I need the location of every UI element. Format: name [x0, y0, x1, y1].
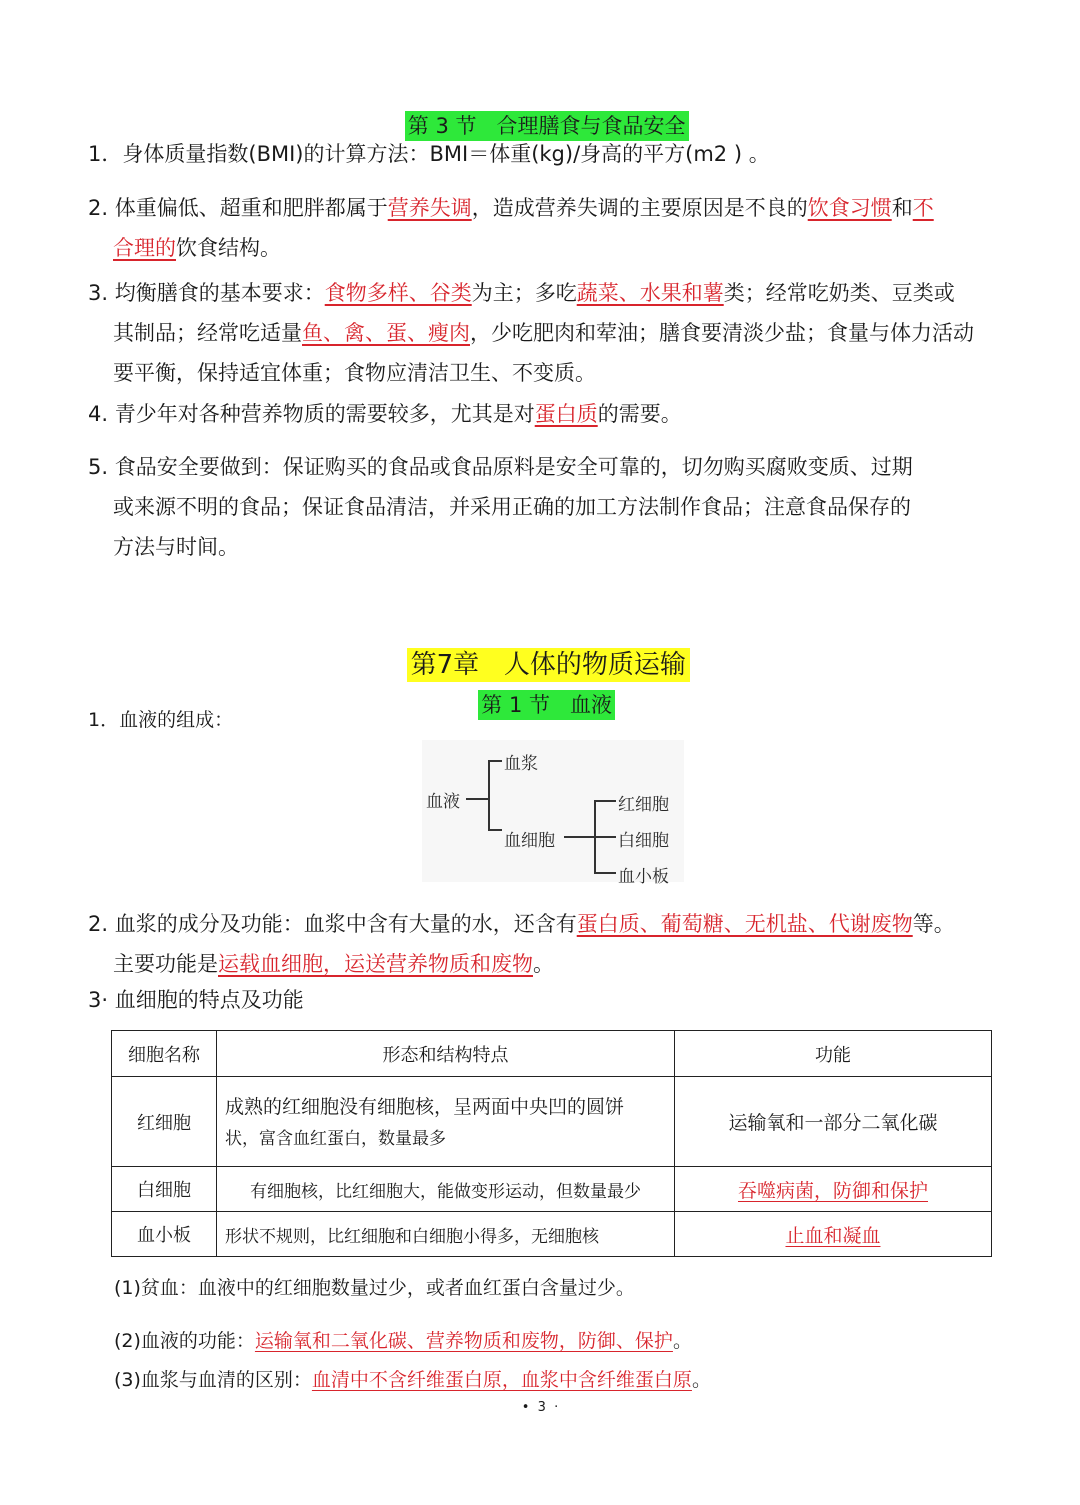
- text-run: 等。: [912, 912, 955, 936]
- text-run: 为主；多吃: [471, 281, 577, 305]
- item-text-line3: [88, 527, 1003, 567]
- blood-item-3: [88, 980, 1003, 1020]
- table-cell-function: 吞噬病菌，防御和保护: [737, 1179, 928, 1202]
- table-header-row: [112, 1031, 992, 1077]
- blood-item-1: [88, 700, 1003, 740]
- table-header: 功能: [675, 1031, 992, 1077]
- table-header: 形态和结构特点: [217, 1031, 675, 1077]
- table-cell-name: 红细胞: [112, 1077, 217, 1167]
- text-run: 的需要。: [597, 402, 682, 426]
- highlight-answer: 蛋白质: [534, 402, 598, 426]
- note-2-text: [114, 1321, 1029, 1361]
- text-run: ，少吃肥肉和荤油；膳食要清淡少盐；食量与体力活动: [470, 321, 974, 345]
- text-run: 。: [691, 1369, 711, 1391]
- note-1: [114, 1268, 1029, 1308]
- blood-item-2-line1: [88, 904, 1003, 944]
- note-3: [114, 1360, 1029, 1400]
- blood-item-3-text: 3· 血细胞的特点及功能: [88, 988, 304, 1012]
- feature-line2: 状，富含血红蛋白，数量最多: [225, 1128, 446, 1149]
- table-cell-feature: 形状不规则，比红细胞和白细胞小得多，无细胞核: [217, 1212, 675, 1257]
- highlight-answer: 鱼、禽、蛋、瘦肉: [302, 321, 470, 345]
- text-run: 食品安全要做到：保证购买的食品或食品原料是安全可靠的，切勿购买腐败变质、过期: [114, 455, 913, 479]
- item-text-line3: [88, 353, 1003, 393]
- diagram-connector: [594, 800, 616, 802]
- section-title-blood-text: 第 1 节 血液: [478, 690, 615, 720]
- highlight-answer: 血清中不含纤维蛋白原，血浆中含纤维蛋白原: [311, 1369, 692, 1391]
- text-run: 青少年对各种营养物质的需要较多，尤其是对: [114, 402, 535, 426]
- section-title-text: 第 3 节 合理膳食与食品安全: [405, 111, 689, 141]
- highlight-answer: 营养失调: [387, 196, 472, 220]
- list-item-3: [88, 273, 1003, 393]
- diagram-platelet: 血小板: [618, 867, 669, 887]
- text-run: 。: [672, 1330, 692, 1352]
- item-number: 2.: [88, 196, 115, 220]
- diagram-root: 血液: [426, 792, 460, 812]
- list-item-4: [88, 394, 1003, 434]
- blood-item-1-text: 1．血液的组成：: [88, 709, 234, 731]
- diagram-cells: 血细胞: [504, 831, 555, 851]
- table-row: [112, 1212, 992, 1257]
- highlight-answer: 蛋白质、葡萄糖、无机盐、代谢废物: [576, 912, 913, 936]
- text-run: 主要功能是: [113, 952, 218, 976]
- blood-item-2-line2: [88, 944, 1003, 984]
- blood-item-2: [88, 904, 1003, 984]
- item-number: 5.: [88, 455, 115, 479]
- table-cell-name: 白细胞: [112, 1167, 217, 1212]
- text-run: 体重偏低、超重和肥胖都属于: [114, 196, 388, 220]
- item-text-line2: [88, 228, 1003, 268]
- text-run: 。: [533, 952, 554, 976]
- table-cell-feature: [217, 1077, 675, 1167]
- text-run: 和: [891, 196, 913, 220]
- text-run: 饮食结构。: [176, 236, 281, 260]
- item-text-line2: [88, 313, 1003, 353]
- diagram-connector: [594, 872, 616, 874]
- list-item-5: [88, 447, 1003, 567]
- text-run: ，造成营养失调的主要原因是不良的: [471, 196, 808, 220]
- highlight-answer: 合理的: [113, 236, 176, 260]
- list-item-2: [88, 188, 1003, 268]
- text-run: 要平衡，保持适宜体重；食物应清洁卫生、不变质。: [113, 361, 596, 385]
- diagram-rbc: 红细胞: [618, 795, 669, 815]
- item-text-line2: [88, 487, 1003, 527]
- highlight-answer: 运输氧和二氧化碳、营养物质和废物，防御、保护: [254, 1330, 673, 1352]
- diagram-connector: [594, 836, 616, 838]
- item-text: [122, 142, 769, 166]
- text-run: 方法与时间。: [113, 535, 239, 559]
- blood-composition-diagram: [422, 740, 684, 887]
- feature-line1: 成熟的红细胞没有细胞核，呈两面中央凹的圆饼: [225, 1095, 625, 1118]
- highlight-answer: 运载血细胞，运送营养物质和废物: [218, 952, 533, 976]
- highlight-answer: 蔬菜、水果和薯: [576, 281, 724, 305]
- highlight-answer: 饮食习惯: [807, 196, 892, 220]
- note-2: [114, 1321, 1029, 1361]
- text-run: 类；经常吃奶类、豆类或: [723, 281, 955, 305]
- text-run: 或来源不明的食品；保证食品清洁，并采用正确的加工方法制作食品；注意食品保存的: [113, 495, 911, 519]
- note-1-text: (1)贫血：血液中的红细胞数量过少，或者血红蛋白含量过少。: [114, 1277, 635, 1299]
- diagram-plasma: 血浆: [504, 754, 538, 774]
- note-3-text: [114, 1360, 1029, 1400]
- text-run: 2. 血浆的成分及功能：血浆中含有大量的水，还含有: [88, 912, 577, 936]
- item-text-line1: [115, 196, 934, 220]
- highlight-answer: 不: [912, 196, 934, 220]
- highlight-answer: 食物多样、谷类: [324, 281, 472, 305]
- diagram-connector: [564, 836, 594, 838]
- section-title: [0, 86, 1080, 140]
- diagram-wbc: 白细胞: [618, 831, 669, 851]
- table-cell-function: 止血和凝血: [785, 1224, 881, 1247]
- text-run: (2)血液的功能：: [114, 1330, 255, 1352]
- table-cell-function: 运输氧和一部分二氧化碳: [675, 1077, 992, 1167]
- table-row: [112, 1167, 992, 1212]
- diagram-connector: [488, 760, 490, 830]
- item-number: 1．: [88, 142, 123, 166]
- table-header: 细胞名称: [112, 1031, 217, 1077]
- table-row: [112, 1077, 992, 1167]
- list-item-1: [88, 134, 1003, 174]
- item-text-line1: [115, 402, 682, 426]
- text-run: 均衡膳食的基本要求：: [114, 281, 325, 305]
- text-run: (3)血浆与血清的区别：: [114, 1369, 312, 1391]
- diagram-connector: [466, 798, 488, 800]
- text-run: 身体质量指数(BMI)的计算方法：BMI＝体重(kg)/身高的平方(m2 ) 。: [122, 142, 770, 166]
- diagram-connector: [488, 760, 502, 762]
- chapter-title-text: 第7章 人体的物质运输: [407, 648, 690, 682]
- item-number: 3.: [88, 281, 115, 305]
- text-run: 其制品；经常吃适量: [113, 321, 302, 345]
- diagram-connector: [488, 829, 502, 831]
- item-number: 4.: [88, 402, 115, 426]
- item-text-line1: [115, 455, 913, 479]
- blood-cells-table: [111, 1030, 992, 1257]
- table-cell-feature: 有细胞核，比红细胞大，能做变形运动，但数量最少: [217, 1167, 675, 1212]
- page-number: • 3 ·: [521, 1400, 559, 1415]
- table-cell-name: 血小板: [112, 1212, 217, 1257]
- item-text-line1: [115, 281, 955, 305]
